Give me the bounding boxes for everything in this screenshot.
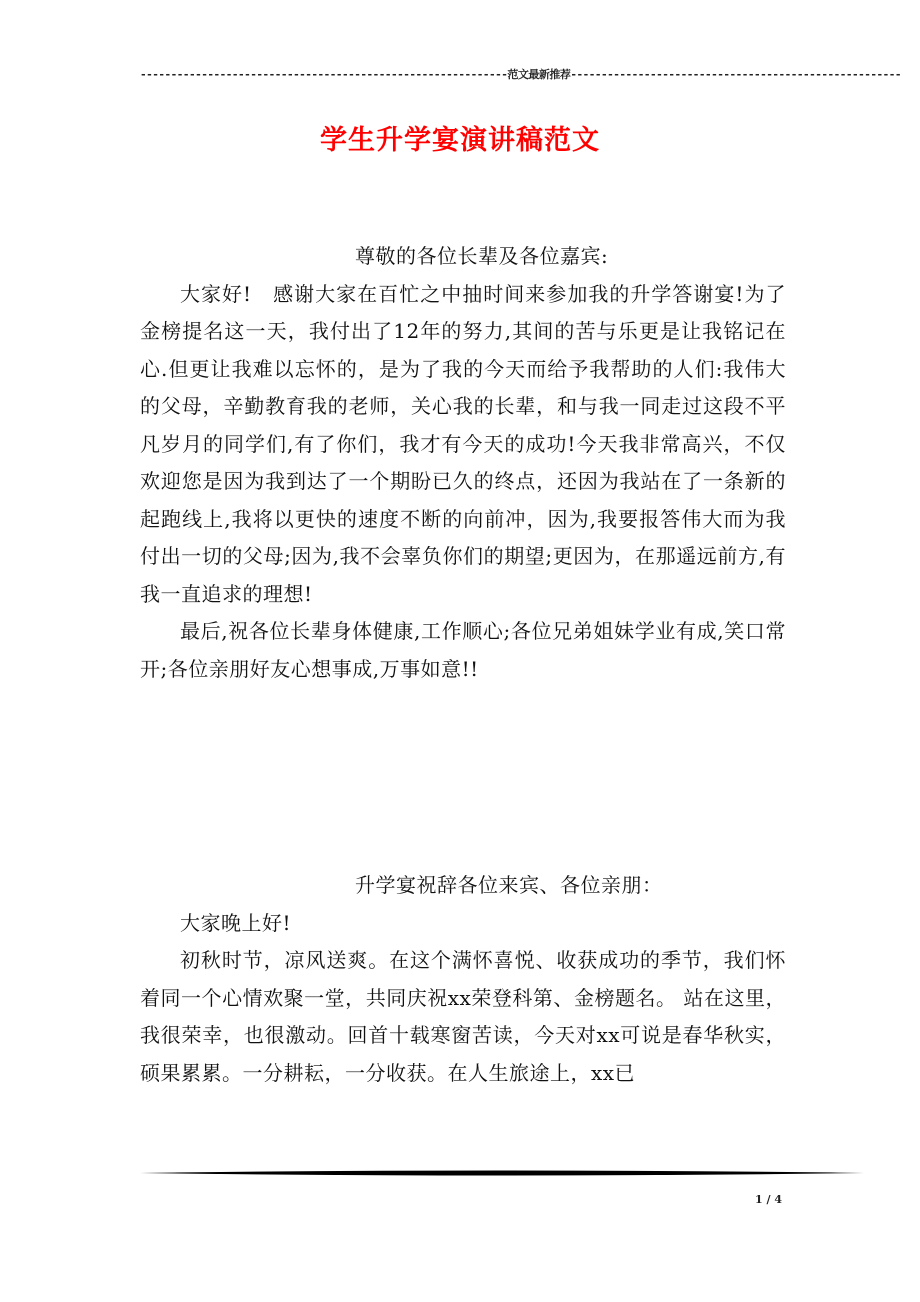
speech-section-2 [140, 867, 786, 1092]
footer-rule [140, 1168, 864, 1178]
paragraph: 初秋时节，凉风送爽。在这个满怀喜悦、收获成功的季节，我们怀着同一个心情欢聚一堂，共同庆祝xx荣登科第、金榜题名。 站在这里，我很荣幸，也很激动。回首十载寒窗苦读，今天对xx可说是春华秋实，硕果累累。一分耕耘，一分收获。在人生旅途上，xx已 [140, 948, 786, 1085]
paragraph: 大家晚上好! [180, 910, 292, 935]
salutation: 尊敬的各位长辈及各位嘉宾: [355, 244, 609, 268]
salutation: 升学宴祝辞各位来宾、各位亲朋： [355, 873, 663, 897]
document-title: 学生升学宴演讲稿范文 [320, 125, 600, 156]
header-dashes-left: ------------------------------------------------------------ [140, 68, 508, 81]
speech-section-1 [140, 238, 786, 688]
header-dashes-right: ------------------------------------------------------ [570, 68, 901, 81]
page-header [140, 66, 901, 82]
header-label: 范文最新推荐 [507, 68, 571, 81]
paragraph: 最后,祝各位长辈身体健康,工作顺心;各位兄弟姐妹学业有成,笑口常开;各位亲朋好友心想事成,万事如意!! [140, 619, 786, 681]
paragraph: 大家好! 感谢大家在百忙之中抽时间来参加我的升学答谢宴!为了金榜提名这一天，我付出了12年的努力,其间的苦与乐更是让我铭记在心.但更让我难以忘怀的，是为了我的今天而给予我帮助的人们:我伟大的父母，辛勤教育我的老师，关心我的长辈，和与我一同走过这段不平凡岁月的同学们,有了你们，我才有今天的成功!今天我非常高兴，不仅欢迎您是因为我到达了一个期盼已久的终点，还因为我站在了一条新的起跑线上,我将以更快的速度不断的向前冲，因为,我要报答伟大而为我付出一切的父母;因为,我不会辜负你们的期望;更因为，在那遥远前方,有我一直追求的理想! [140, 281, 786, 606]
page-number: 1 / 4 [755, 1193, 782, 1206]
